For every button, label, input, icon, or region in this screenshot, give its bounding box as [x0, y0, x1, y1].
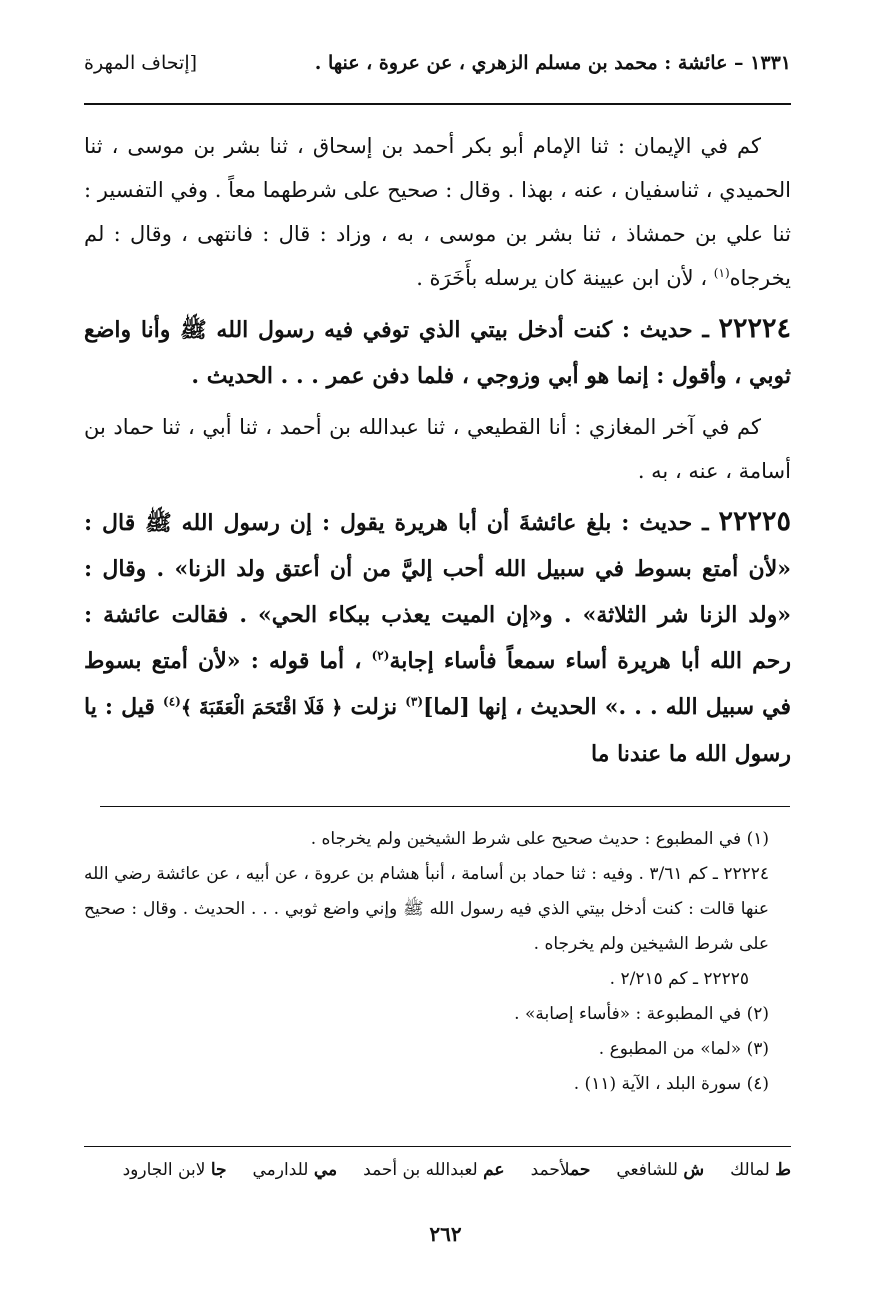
footnote-ref-2: (٢)	[371, 648, 390, 663]
hadith-number: ٢٢٢٢٥	[718, 506, 791, 537]
hadith-22224: ٢٢٢٢٤ ـ حديث : كنت أدخل بيتي الذي توفي فيه رسول الله ﷺ وأنا واضع ثوبي ، وأقول : إنما هو أبي وزوجي ، فلما دفن عمر . . . الحديث .	[84, 313, 791, 389]
footnote-3: (٣) «لما» من المطبوع .	[598, 1039, 769, 1059]
footnote-ref-1: (١)	[713, 266, 730, 280]
footnote-ref-3: (٣)	[405, 694, 424, 709]
footnote-1: (١) في المطبوع : حديث صحيح على شرط الشيخين ولم يخرجاه .	[310, 829, 769, 849]
hadith-22225: ٢٢٢٢٥ ـ حديث : بلغ عائشةَ أن أبا هريرة يقول : إن رسول الله ﷺ قال : «لأن أمتع بسوط في سبيل الله أحب إليَّ من أن أعتق ولد الزنا» . وقال : «ولد الزنا شر الثلاثة» . و«إن الميت يعذب ببكاء الحي» . فقالت عائشة : رحم الله أبا هريرة أساء سمعاً فأساء إجابة$^{(٢)}$ ، أما قوله : «لأن أمتع بسوط في سبيل الله . . .» الحديث ، إنها [لما]$^{(٣)}$ نزلت ﴿ فَلَا اقْتَحَمَ الْعَقَبَةَ ﴾$^{(٤)}$ قيل : يا رسول الله ما عندنا ما	[84, 506, 791, 767]
footnotes	[84, 822, 791, 1102]
footnote-2: (٢) في المطبوعة : «فأساء إصابة» .	[514, 1004, 769, 1024]
running-header	[84, 52, 791, 74]
quran-verse: ﴿ فَلَا اقْتَحَمَ الْعَقَبَةَ ﴾	[180, 697, 343, 719]
footnote-22224: ٢٢٢٢٤ ـ كم ٣/٦١ . وفيه : ثنا حماد بن أسامة ، أنبأ هشام بن عروة ، عن أبيه ، عن عائشة رضي الله عنها قالت : كنت أدخل بيتي الذي فيه رسول الله ﷺ وإني واضع ثوبي . . . الحديث . وقال : صحيح على شرط الشيخين ولم يخرجاه .	[84, 864, 769, 954]
header-book-title: [إتحاف المهرة	[84, 52, 198, 74]
sigla-item: عم لعبدالله بن أحمد	[363, 1160, 505, 1180]
sigla-item: جا لابن الجارود	[122, 1160, 227, 1180]
header-title: ١٣٣١ – عائشة : محمد بن مسلم الزهري ، عن عروة ، عنها .	[314, 52, 791, 74]
sigla-item: حملأحمد	[530, 1160, 591, 1180]
paragraph-takhrij-1: كم في الإيمان : ثنا الإمام أبو بكر أحمد بن إسحاق ، ثنا بشر بن موسى ، ثنا الحميدي ، ثناسفيان ، عنه ، بهذا . وقال : صحيح على شرطهما معاً . وفي التفسير : ثنا علي بن حمشاذ ، ثنا بشر بن موسى ، به ، وزاد : قال : فانتهى ، وقال : لم يخرجاه$^{(١)}$ ، لأن ابن عيينة كان يرسله بأَخَرَة .	[84, 134, 791, 290]
sigla-rule	[84, 1146, 791, 1147]
footnote-22225: ٢٢٢٢٥ ـ كم ٢/٢١٥ .	[609, 969, 749, 989]
footnote-ref-4: (٤)	[163, 694, 181, 709]
main-text	[84, 124, 791, 783]
paragraph-takhrij-2: كم في آخر المغازي : أنا القطيعي ، ثنا عبدالله بن أحمد ، ثنا أبي ، ثنا حماد بن أسامة ، عنه ، به .	[84, 415, 791, 483]
page-number: ٢٦٢	[429, 1222, 462, 1246]
footnote-rule	[100, 806, 790, 807]
footnote-4: (٤) سورة البلد ، الآية (١١) .	[573, 1074, 769, 1094]
sigla-item: ط لمالك	[730, 1160, 791, 1180]
header-rule	[84, 103, 791, 105]
sigla-item: مي للدارمي	[252, 1160, 338, 1180]
hadith-number: ٢٢٢٢٤	[718, 313, 791, 344]
sigla-legend	[84, 1160, 791, 1180]
sigla-item: ش للشافعي	[616, 1160, 705, 1180]
